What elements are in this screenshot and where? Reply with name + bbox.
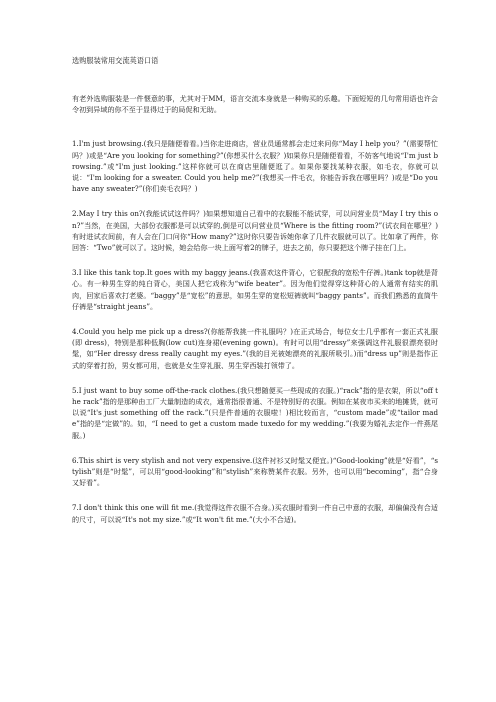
tip-paragraph-7: 7.I don't think this one will fit me.(我觉得这件衣服不合身。)买衣服时看到一件自己中意的衣服，却偏偏没有合适的尺寸，可以说“It's not my size.”或“It won't fit me.”(大小不合适)。: [72, 503, 438, 524]
tip-paragraph-6: 6.This shirt is very stylish and not very expensive.(这件衬衫又时髦又便宜。)“Good-looking”就是“好看”，“stylish”则是“时髦”，可以用“good-looking”和“stylish”来称赞某件衣服。另外，也可以用“becoming”，指“合身又好看”。: [72, 455, 438, 488]
tip-paragraph-5: 5.I just want to buy some off-the-rack clothes.(我只想随便买一些现成的衣服。)“rack”指的是衣架，所以“off the rack”指的是那种由工厂大量制造的成衣，通常指很普通、不是特别好的衣服。例如在某夜市买来的地摊货，就可以说“It's just something off the rack.”(只是件普通的衣服啦！)相比较而言，“custom made”或“tailor made”指的是“定做”的。如，“I need to get a custom made tuxedo for my wedding.”(我要为婚礼去定作一件燕尾服。): [72, 385, 438, 440]
intro-paragraph: 有老外选购服装是一件惬意的事，尤其对于MM，语言交流本身就是一种购买的乐趣。下面短短的几句常用语也许会令初到异域的你不至于显得过于的局促和无助。: [72, 94, 438, 115]
tip-paragraph-4: 4.Could you help me pick up a dress?(你能帮我挑一件礼服吗？)在正式场合，每位女士几乎都有一套正式礼服(即 dress)，特别是那种低胸(low cut)连身裙(evening gown)。有时可以用“dressy”来强调这件礼服很漂亮很时髦，如“Her dressy dress really caught my eyes.”(我的目光被她漂亮的礼服所吸引。)而“dress up”则是指作正式的穿着打扮，男女都可用，也就是女生穿礼服、男生穿西装打领带了。: [72, 327, 438, 370]
tip-paragraph-2: 2.May I try this on?(我能试试这件吗？)如果想知道自己看中的衣服能不能试穿，可以问营业员“May I try this on?”当然，在美国，大部份衣服都是可以试穿的,倒是可以问营业员“Where is the fitting room?”(试衣间在哪里？)有时进试衣间前，有人会在门口问你“How many?”这时你只要告诉她你拿了几件衣服就可以了。比如拿了两件，你回答：“Two”就可以了。这时候，她会给你一块上面写着2的牌子，进去之前，你只要把这个牌子挂在门上。: [72, 209, 438, 253]
tip-paragraph-3: 3.I like this tank top.It goes with my baggy jeans.(我喜欢这件背心，它很配我的宽松牛仔裤。)tank top就是背心。有一种男生穿的纯白背心，美国人把它戏称为“wife beater”。因为他们觉得穿这种背心的人通常有结实的肌肉，回家后喜欢打老婆。“baggy”是“宽松”的意思，如男生穿的宽松短裤就叫“baggy pants”。而我们熟悉的直筒牛仔裤是“straight jeans”。: [72, 268, 438, 311]
document-title: 选购服装常用交流英语口语: [72, 56, 159, 65]
document-page: [72, 56, 438, 539]
tip-paragraph-1: 1.I'm just browsing.(我只是随便看看。)当你走进商店，营业员通常都会走过来问你“May I help you？”(需要帮忙吗？)或是“Are you looking for something?”(你想买什么衣服？)如果你只是随便看看，不妨客气地说“I'm just browsing.”或“I'm just looking.”这样你就可以在商店里随便逛了。如果你要找某种衣服，如毛衣，你就可以说：“I'm looking for a sweater. Could you help me?”(我想买一件毛衣，你能告诉我在哪里吗？)或是“Do you have any sweater?”(你们卖毛衣吗？): [72, 139, 438, 194]
